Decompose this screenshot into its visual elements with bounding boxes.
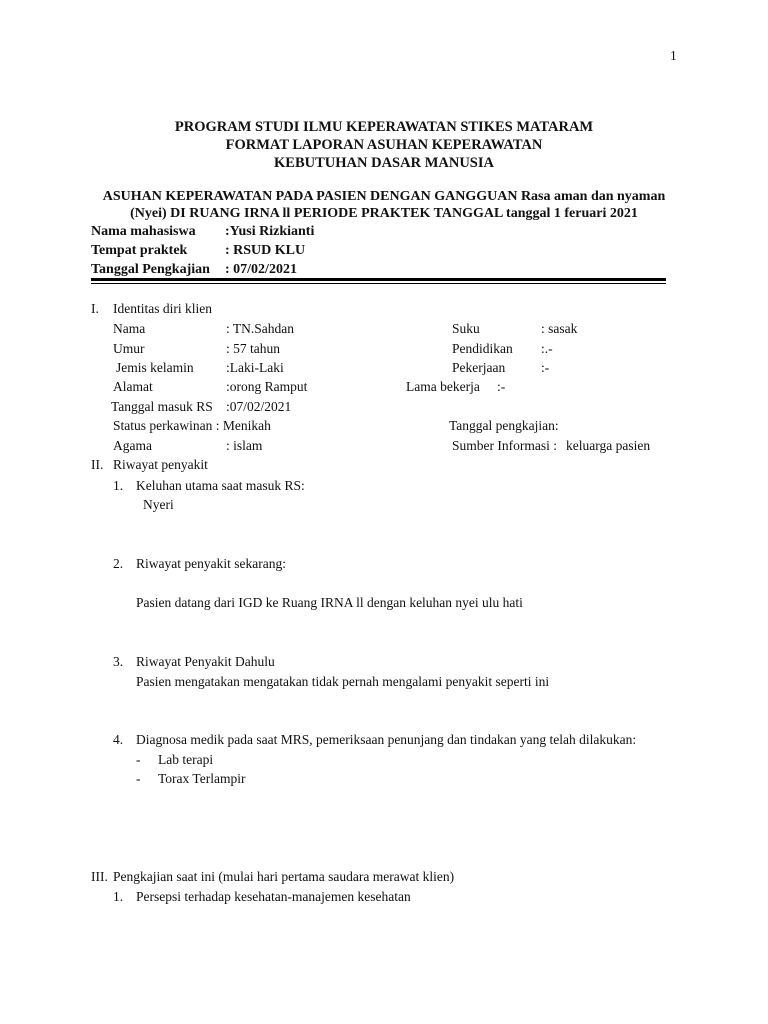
education-label: Pendidikan [452, 341, 513, 356]
assessment-date-value: : 07/02/2021 [225, 262, 297, 277]
patient-name-value: : TN.Sahdan [226, 321, 294, 336]
student-name-value: :Yusi Rizkianti [225, 224, 315, 239]
gender-label: Jemis kelamin [116, 360, 194, 375]
age-label: Umur [113, 341, 145, 356]
address-label: Alamat [113, 379, 153, 394]
admission-date-value: :07/02/2021 [226, 399, 292, 414]
diagnosis-bullet-item: Torax Terlampir [158, 771, 246, 786]
item-number: 4. [113, 732, 124, 747]
assessment-date-label: Tanggal Pengkajian [91, 262, 210, 277]
work-duration-value: :- [497, 379, 506, 394]
work-duration-label: Lama bekerja [406, 379, 480, 394]
bullet-dash: - [136, 752, 141, 767]
section2-title: Riwayat penyakit [113, 457, 208, 472]
address-value: :orong Ramput [226, 379, 308, 394]
occupation-label: Pekerjaan [452, 360, 506, 375]
diagnosis-title: Diagnosa medik pada saat MRS, pemeriksaan penunjang dan tindakan yang telah dilakukan: [136, 732, 637, 747]
info-source-label: Sumber Informasi : [452, 438, 557, 453]
item-number: 2. [113, 556, 124, 571]
info-source-value: keluarga pasien [566, 438, 651, 453]
gender-value: :Laki-Laki [226, 360, 284, 375]
header-divider-thin [91, 283, 666, 284]
past-illness-title: Riwayat Penyakit Dahulu [136, 654, 275, 669]
practice-place-value: : RSUD KLU [225, 243, 306, 258]
current-illness-title: Riwayat penyakit sekarang: [136, 556, 286, 571]
patient-name-label: Nama [113, 321, 146, 336]
subtitle-line2: (Nyei) DI RUANG IRNA ll PERIODE PRAKTEK TANGGAL tanggal 1 feruari 2021 [130, 206, 638, 221]
assessment-date-field: Tanggal pengkajian: [449, 418, 559, 433]
chief-complaint-title: Keluhan utama saat masuk RS: [136, 478, 305, 493]
age-value: : 57 tahun [226, 341, 280, 356]
diagnosis-bullet-item: Lab terapi [158, 752, 214, 767]
marital-status: Status perkawinan : Menikah [113, 418, 271, 433]
health-perception-title: Persepsi terhadap kesehatan-manajemen kesehatan [136, 889, 411, 904]
subtitle-line1: ASUHAN KEPERAWATAN PADA PASIEN DENGAN GANGGUAN Rasa aman dan nyaman [102, 189, 666, 204]
bullet-dash: - [136, 771, 141, 786]
past-illness-answer: Pasien mengatakan mengatakan tidak pernah mengalami penyakit seperti ini [136, 674, 550, 689]
section2-number: II. [91, 457, 104, 472]
header-title-line2: FORMAT LAPORAN ASUHAN KEPERAWATAN [225, 137, 543, 153]
header-title-line1: PROGRAM STUDI ILMU KEPERAWATAN STIKES MATARAM [174, 119, 594, 135]
education-value: :.- [541, 341, 553, 356]
header-divider [91, 278, 666, 281]
religion-label: Agama [113, 438, 152, 453]
ethnicity-value: : sasak [541, 321, 578, 336]
current-illness-answer: Pasien datang dari IGD ke Ruang IRNA ll dengan keluhan nyei ulu hati [136, 595, 523, 610]
ethnicity-label: Suku [452, 321, 480, 336]
practice-place-label: Tempat praktek [91, 243, 188, 258]
section3-number: III. [91, 869, 108, 884]
section1-number: I. [91, 301, 99, 316]
item-number: 3. [113, 654, 124, 669]
occupation-value: :- [541, 360, 550, 375]
section1-title: Identitas diri klien [113, 301, 212, 316]
item-number: 1. [113, 478, 124, 493]
section3-title: Pengkajian saat ini (mulai hari pertama saudara merawat klien) [113, 869, 455, 884]
item-number: 1. [113, 889, 124, 904]
page-number: 1 [670, 48, 677, 63]
admission-date-label: Tanggal masuk RS [111, 399, 213, 414]
chief-complaint-answer: Nyeri [143, 497, 174, 512]
header-title-line3: KEBUTUHAN DASAR MANUSIA [274, 155, 494, 171]
religion-value: : islam [226, 438, 263, 453]
student-name-label: Nama mahasiswa [91, 224, 196, 239]
